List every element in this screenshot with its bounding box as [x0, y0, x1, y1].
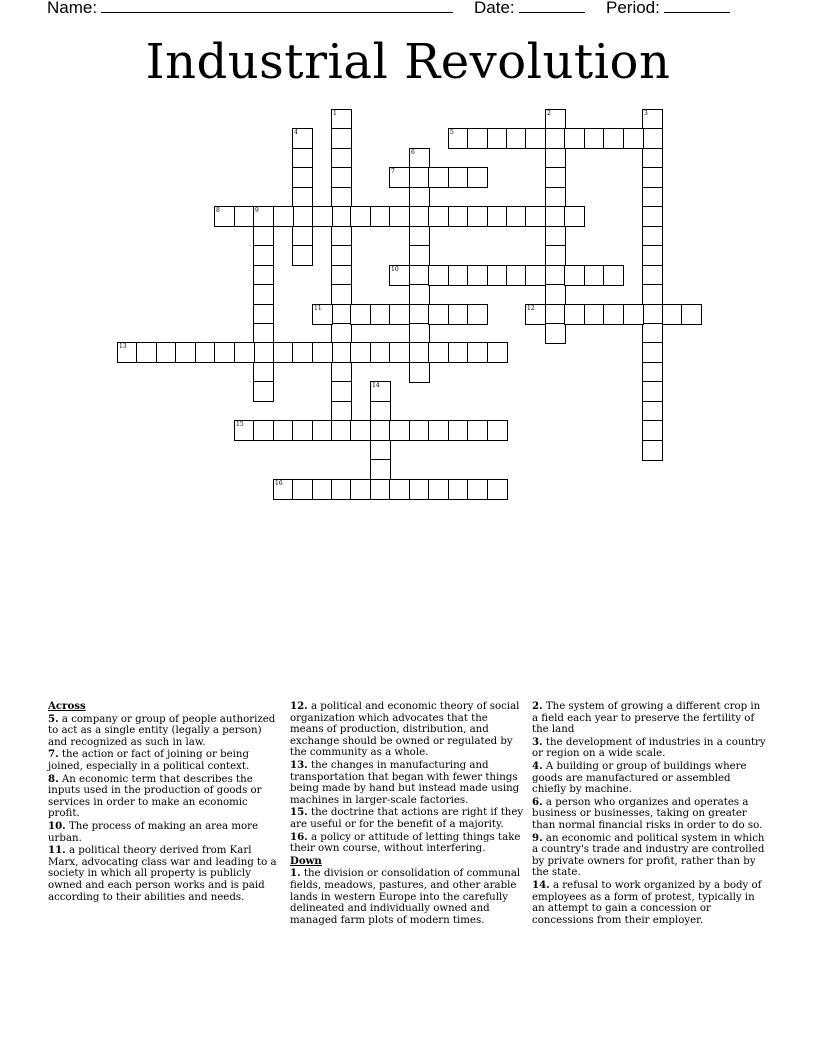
grid-cell[interactable]: [331, 342, 352, 363]
grid-cell[interactable]: [312, 206, 333, 227]
grid-cell[interactable]: [642, 381, 663, 402]
grid-cell[interactable]: [273, 479, 294, 500]
grid-cell[interactable]: [292, 128, 313, 149]
clue-number: 7: [391, 168, 395, 175]
clue-number: 16: [275, 480, 283, 487]
grid-cell[interactable]: [564, 304, 585, 325]
clue-down-1: 1. the division or consolidation of communal fields, meadows, pastures, and other arable lands in western Europe into the carefully delineated and individually owned and managed farm plots of modern times.: [290, 867, 521, 926]
grid-cell[interactable]: [487, 420, 508, 441]
grid-cell[interactable]: [350, 342, 371, 363]
grid-cell[interactable]: [409, 284, 430, 305]
name-label: Name:: [47, 0, 98, 17]
clues-column-3: [532, 701, 766, 927]
grid-cell[interactable]: [642, 226, 663, 247]
across-heading: Across: [48, 700, 86, 712]
grid-cell[interactable]: [428, 420, 449, 441]
grid-cell[interactable]: [506, 128, 527, 149]
grid-cell[interactable]: [642, 401, 663, 422]
grid-cell[interactable]: [409, 206, 430, 227]
grid-cell[interactable]: [253, 206, 274, 227]
grid-cell[interactable]: [389, 167, 410, 188]
grid-cell[interactable]: [389, 206, 410, 227]
grid-cell[interactable]: [253, 245, 274, 266]
grid-cell[interactable]: [448, 167, 469, 188]
grid-cell[interactable]: [331, 148, 352, 169]
grid-cell[interactable]: [370, 401, 391, 422]
clue-across-12: 12. a political and economic theory of social organization which advocates that the means of production, distribution, and exchange should be owned or regulated by the community as a whole.: [290, 700, 520, 759]
grid-cell[interactable]: [292, 148, 313, 169]
grid-cell[interactable]: [487, 479, 508, 500]
grid-cell[interactable]: [253, 362, 274, 383]
grid-cell[interactable]: [370, 420, 391, 441]
grid-cell[interactable]: [623, 128, 644, 149]
grid-cell[interactable]: [525, 304, 546, 325]
grid-cell[interactable]: [428, 167, 449, 188]
grid-cell[interactable]: [564, 265, 585, 286]
grid-cell[interactable]: [642, 342, 663, 363]
grid-cell[interactable]: [545, 245, 566, 266]
grid-cell[interactable]: [642, 265, 663, 286]
grid-cell[interactable]: [603, 304, 624, 325]
clue-number: 11: [314, 305, 322, 312]
grid-cell[interactable]: [467, 167, 488, 188]
grid-cell[interactable]: [506, 265, 527, 286]
clue-number: 13: [119, 343, 127, 350]
grid-cell[interactable]: [642, 187, 663, 208]
grid-cell[interactable]: [312, 342, 333, 363]
grid-cell[interactable]: [642, 304, 663, 325]
grid-cell[interactable]: [642, 420, 663, 441]
grid-cell[interactable]: [487, 128, 508, 149]
grid-cell[interactable]: [448, 479, 469, 500]
grid-cell[interactable]: [409, 245, 430, 266]
grid-cell[interactable]: [350, 479, 371, 500]
grid-cell[interactable]: [292, 187, 313, 208]
grid-cell[interactable]: [428, 206, 449, 227]
grid-cell[interactable]: [292, 342, 313, 363]
grid-cell[interactable]: [370, 479, 391, 500]
grid-cell[interactable]: [584, 265, 605, 286]
grid-cell[interactable]: [331, 265, 352, 286]
clue-number: 15: [236, 421, 244, 428]
grid-cell[interactable]: [409, 148, 430, 169]
grid-cell[interactable]: [331, 323, 352, 344]
grid-cell[interactable]: [389, 479, 410, 500]
clue-down-4: 4. A building or group of buildings where goods are manufactured or assembled chiefly by machine.: [532, 759, 747, 796]
period-label: Period:: [606, 0, 660, 17]
grid-cell[interactable]: [467, 304, 488, 325]
clues-column-1: [48, 701, 282, 904]
grid-cell[interactable]: [234, 420, 255, 441]
clue-down-6: 6. a person who organizes and operates a business or businesses, taking on greater than normal financial risks in order to do so.: [532, 795, 763, 831]
grid-cell[interactable]: [350, 420, 371, 441]
grid-cell[interactable]: [642, 109, 663, 130]
grid-cell[interactable]: [623, 304, 644, 325]
grid-cell[interactable]: [448, 304, 469, 325]
grid-cell[interactable]: [253, 420, 274, 441]
grid-cell[interactable]: [370, 304, 391, 325]
grid-cell[interactable]: [350, 304, 371, 325]
grid-cell[interactable]: [389, 420, 410, 441]
grid-cell[interactable]: [487, 206, 508, 227]
grid-cell[interactable]: [331, 304, 352, 325]
grid-cell[interactable]: [448, 342, 469, 363]
clue-number: 8: [216, 207, 220, 214]
grid-cell[interactable]: [253, 323, 274, 344]
grid-cell[interactable]: [525, 265, 546, 286]
grid-cell[interactable]: [409, 304, 430, 325]
grid-cell[interactable]: [312, 479, 333, 500]
grid-cell[interactable]: [331, 381, 352, 402]
clue-number: 10: [391, 266, 399, 273]
grid-cell[interactable]: [253, 265, 274, 286]
grid-cell[interactable]: [487, 342, 508, 363]
grid-cell[interactable]: [234, 342, 255, 363]
grid-cell[interactable]: [253, 304, 274, 325]
down-heading: Down: [290, 854, 322, 867]
grid-cell[interactable]: [428, 304, 449, 325]
grid-cell[interactable]: [642, 206, 663, 227]
grid-cell[interactable]: [350, 206, 371, 227]
grid-cell[interactable]: [448, 128, 469, 149]
grid-cell[interactable]: [331, 362, 352, 383]
grid-cell[interactable]: [642, 284, 663, 305]
grid-cell[interactable]: [292, 479, 313, 500]
clue-down-2: 2. The system of growing a different crop in a field each year to preserve the fertility of the land: [532, 700, 761, 736]
grid-cell[interactable]: [214, 342, 235, 363]
grid-cell[interactable]: [292, 245, 313, 266]
grid-cell[interactable]: [545, 304, 566, 325]
grid-cell[interactable]: [448, 265, 469, 286]
grid-cell[interactable]: [156, 342, 177, 363]
grid-cell[interactable]: [467, 420, 488, 441]
grid-cell[interactable]: [448, 206, 469, 227]
grid-cell[interactable]: [467, 128, 488, 149]
grid-cell[interactable]: [525, 128, 546, 149]
clue-number: 4: [294, 129, 298, 136]
grid-cell[interactable]: [409, 479, 430, 500]
clue-number: 12: [527, 305, 535, 312]
grid-cell[interactable]: [428, 479, 449, 500]
grid-cell[interactable]: [409, 342, 430, 363]
grid-cell[interactable]: [195, 342, 216, 363]
clues-column-2: [290, 701, 524, 927]
grid-cell[interactable]: [331, 128, 352, 149]
clue-across-7: 7. the action or fact of joining or being joined, especially in a political context.: [48, 748, 250, 772]
grid-cell[interactable]: [389, 304, 410, 325]
grid-cell[interactable]: [312, 420, 333, 441]
grid-cell[interactable]: [545, 148, 566, 169]
grid-cell[interactable]: [642, 323, 663, 344]
grid-cell[interactable]: [545, 167, 566, 188]
grid-cell[interactable]: [467, 342, 488, 363]
grid-cell[interactable]: [117, 342, 138, 363]
grid-cell[interactable]: [409, 265, 430, 286]
grid-cell[interactable]: [331, 479, 352, 500]
grid-cell[interactable]: [292, 167, 313, 188]
grid-cell[interactable]: [292, 226, 313, 247]
grid-cell[interactable]: [564, 206, 585, 227]
grid-cell[interactable]: [584, 304, 605, 325]
clue-down-9: 9. an economic and political system in which a country's trade and industry are controlled by private owners for profit, rather than by the state.: [532, 831, 765, 879]
clue-number: 14: [372, 382, 380, 389]
grid-cell[interactable]: [642, 128, 663, 149]
grid-cell[interactable]: [253, 342, 274, 363]
grid-cell[interactable]: [292, 420, 313, 441]
grid-cell[interactable]: [545, 128, 566, 149]
grid-cell[interactable]: [370, 459, 391, 480]
clue-across-15: 15. the doctrine that actions are right if they are useful or for the benefit of a majority.: [290, 806, 524, 830]
clue-across-16: 16. a policy or attitude of letting things take their own course, without interfering.: [290, 830, 521, 855]
clue-across-11: 11. a political theory derived from Karl Marx, advocating class war and leading to a society in which all property is publicly owned and each person works and is paid according to their abilities and needs.: [48, 844, 277, 903]
date-label: Date:: [474, 0, 515, 17]
grid-cell[interactable]: [331, 187, 352, 208]
grid-cell[interactable]: [253, 381, 274, 402]
grid-cell[interactable]: [467, 206, 488, 227]
grid-cell[interactable]: [545, 206, 566, 227]
grid-cell[interactable]: [545, 109, 566, 130]
grid-cell[interactable]: [331, 401, 352, 422]
grid-cell[interactable]: [214, 206, 235, 227]
grid-cell[interactable]: [331, 206, 352, 227]
grid-cell[interactable]: [331, 109, 352, 130]
grid-cell[interactable]: [370, 206, 391, 227]
grid-cell[interactable]: [389, 265, 410, 286]
grid-cell[interactable]: [409, 420, 430, 441]
grid-cell[interactable]: [234, 206, 255, 227]
clue-number: 1: [333, 110, 337, 117]
grid-cell[interactable]: [662, 304, 683, 325]
grid-cell[interactable]: [525, 206, 546, 227]
grid-cell[interactable]: [448, 420, 469, 441]
clue-number: 2: [547, 110, 551, 117]
grid-cell[interactable]: [331, 226, 352, 247]
grid-cell[interactable]: [370, 381, 391, 402]
grid-cell[interactable]: [312, 304, 333, 325]
crossword-grid: [0, 0, 816, 520]
grid-cell[interactable]: [584, 128, 605, 149]
clue-across-8: 8. An economic term that describes the inputs used in the production of goods or services in order to make an economic profit.: [48, 772, 262, 820]
grid-cell[interactable]: [642, 440, 663, 461]
grid-cell[interactable]: [273, 420, 294, 441]
clue-number: 6: [411, 149, 415, 156]
clue-across-5: 5. a company or group of people authorized to act as a single entity (legally a person) and recognized as such in law.: [48, 712, 276, 748]
grid-cell[interactable]: [409, 187, 430, 208]
grid-cell[interactable]: [545, 226, 566, 247]
clue-across-13: 13. the changes in manufacturing and transportation that began with fewer things being made by hand but instead made using machines in larger-scale factories.: [290, 758, 520, 806]
grid-cell[interactable]: [409, 362, 430, 383]
page-title: Industrial Revolution: [145, 34, 671, 90]
grid-cell[interactable]: [409, 226, 430, 247]
clue-number: 3: [644, 110, 648, 117]
clue-down-14: 14. a refusal to work organized by a body of employees as a form of protest, typically in an attempt to gain a concession or concessions from their employer.: [532, 878, 762, 926]
grid-cell[interactable]: [642, 167, 663, 188]
grid-cell[interactable]: [409, 167, 430, 188]
grid-cell[interactable]: [467, 265, 488, 286]
grid-cell[interactable]: [642, 245, 663, 266]
grid-cell[interactable]: [409, 323, 430, 344]
grid-cell[interactable]: [467, 479, 488, 500]
grid-cell[interactable]: [253, 284, 274, 305]
grid-cell[interactable]: [545, 284, 566, 305]
grid-cell[interactable]: [136, 342, 157, 363]
grid-cell[interactable]: [642, 148, 663, 169]
grid-cell[interactable]: [331, 245, 352, 266]
grid-cell[interactable]: [603, 128, 624, 149]
clue-down-3: 3. the development of industries in a country or region on a wide scale.: [532, 735, 766, 760]
grid-cell[interactable]: [428, 265, 449, 286]
grid-cell[interactable]: [273, 206, 294, 227]
grid-cell[interactable]: [175, 342, 196, 363]
grid-cell[interactable]: [370, 342, 391, 363]
grid-cell[interactable]: [273, 342, 294, 363]
grid-cell[interactable]: [487, 265, 508, 286]
grid-cell[interactable]: [331, 284, 352, 305]
grid-cell[interactable]: [603, 265, 624, 286]
grid-cell[interactable]: [428, 342, 449, 363]
grid-cell[interactable]: [506, 206, 527, 227]
grid-cell[interactable]: [545, 187, 566, 208]
grid-cell[interactable]: [642, 362, 663, 383]
grid-cell[interactable]: [331, 420, 352, 441]
grid-cell[interactable]: [564, 128, 585, 149]
grid-cell[interactable]: [253, 226, 274, 247]
clue-number: 9: [255, 207, 259, 214]
grid-cell[interactable]: [370, 440, 391, 461]
grid-cell[interactable]: [292, 206, 313, 227]
clue-across-10: 10. The process of making an area more urban.: [48, 819, 259, 844]
clue-number: 5: [450, 129, 454, 136]
grid-cell[interactable]: [681, 304, 702, 325]
grid-cell[interactable]: [331, 167, 352, 188]
grid-cell[interactable]: [389, 342, 410, 363]
grid-cell[interactable]: [545, 265, 566, 286]
grid-cell[interactable]: [545, 323, 566, 344]
